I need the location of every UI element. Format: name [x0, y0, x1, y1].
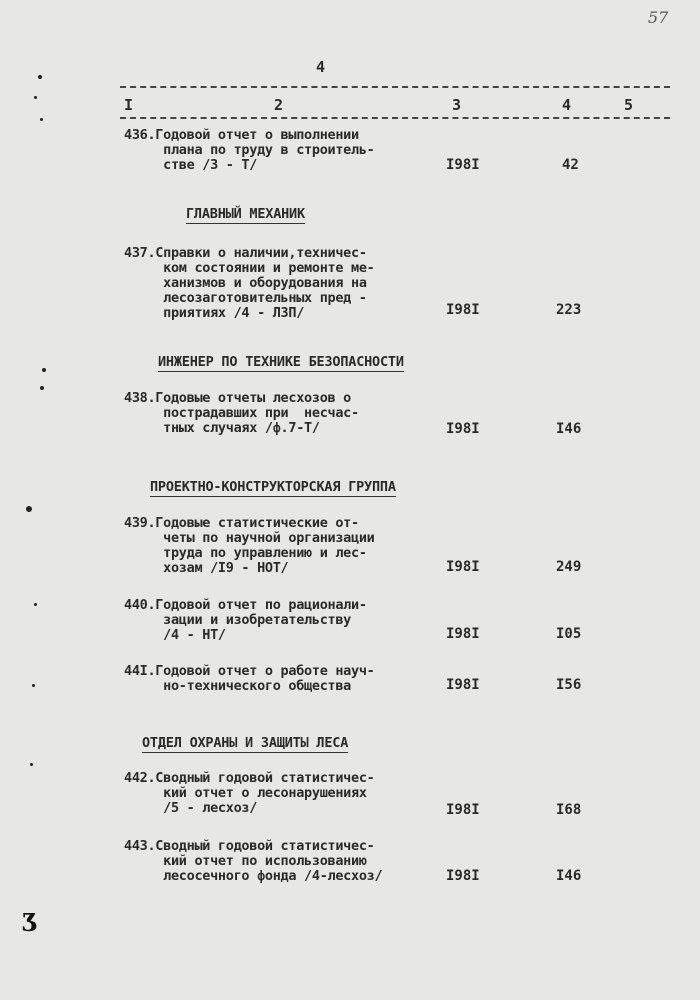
list-item: 443.Сводный годовой статистичес- кий отчет по использованию лесосечного фонда /4-лесхоз/ [124, 838, 383, 884]
item-year: I98I [446, 677, 480, 693]
item-count: 223 [556, 302, 582, 318]
list-item: 436.Годовой отчет о выполнении плана по труду в строитель- стве /3 - Т/ [124, 127, 375, 173]
margin-dot [40, 386, 44, 390]
item-year: I98I [446, 421, 480, 437]
list-item: 442.Сводный годовой статистичес- кий отчет о лесонарушениях /5 - лесхоз/ [124, 770, 375, 816]
margin-dot [26, 506, 32, 512]
list-item: 437.Справки о наличии,техничес- ком состоянии и ремонте ме- ханизмов и оборудования на лесозаготовительных пред - приятиях /4 - ЛЗП/ [124, 245, 375, 321]
item-year: I98I [446, 626, 480, 642]
column-header-3: 3 [452, 96, 462, 114]
corner-mark: Ʒ [22, 908, 38, 937]
item-count: I05 [556, 626, 582, 642]
list-item: 438.Годовые отчеты лесхозов о пострадавших при несчас- тных случаях /ф.7-Т/ [124, 390, 359, 436]
item-year: I98I [446, 868, 480, 884]
margin-dot [42, 368, 46, 372]
margin-dot [34, 603, 37, 606]
table-header-rule [120, 117, 670, 119]
sheet-number: 4 [316, 58, 326, 76]
margin-dot [34, 96, 37, 99]
list-item: 44I.Годовой отчет о работе науч- но-технического общества [124, 663, 375, 694]
item-count: 249 [556, 559, 582, 575]
list-item: 439.Годовые статистические от- четы по научной организации труда по управлению и лес- хозам /I9 - НОТ/ [124, 515, 375, 576]
section-heading-safety: ИНЖЕНЕР ПО ТЕХНИКЕ БЕЗОПАСНОСТИ [158, 354, 404, 370]
list-item: 440.Годовой отчет по рационали- зации и изобретательству /4 - НТ/ [124, 597, 367, 643]
table-top-rule [120, 86, 670, 88]
item-count: I56 [556, 677, 582, 693]
item-year: I98I [446, 559, 480, 575]
margin-dot [40, 118, 43, 121]
column-header-2: 2 [274, 96, 284, 114]
section-heading-design: ПРОЕКТНО-КОНСТРУКТОРСКАЯ ГРУППА [150, 479, 396, 495]
page-number: 57 [648, 8, 669, 27]
margin-dot [38, 75, 42, 79]
section-heading-mechanic: ГЛАВНЫЙ МЕХАНИК [186, 206, 305, 222]
margin-dot [30, 763, 33, 766]
column-header-5: 5 [624, 96, 634, 114]
item-year: I98I [446, 302, 480, 318]
item-year: I98I [446, 802, 480, 818]
item-count: I68 [556, 802, 582, 818]
section-heading-forest-protection: ОТДЕЛ ОХРАНЫ И ЗАЩИТЫ ЛЕСА [142, 735, 349, 751]
item-year: I98I [446, 157, 480, 173]
column-header-4: 4 [562, 96, 572, 114]
margin-dot [32, 684, 35, 687]
item-count: 42 [562, 157, 579, 173]
item-count: I46 [556, 421, 582, 437]
item-count: I46 [556, 868, 582, 884]
column-header-1: I [124, 96, 134, 114]
